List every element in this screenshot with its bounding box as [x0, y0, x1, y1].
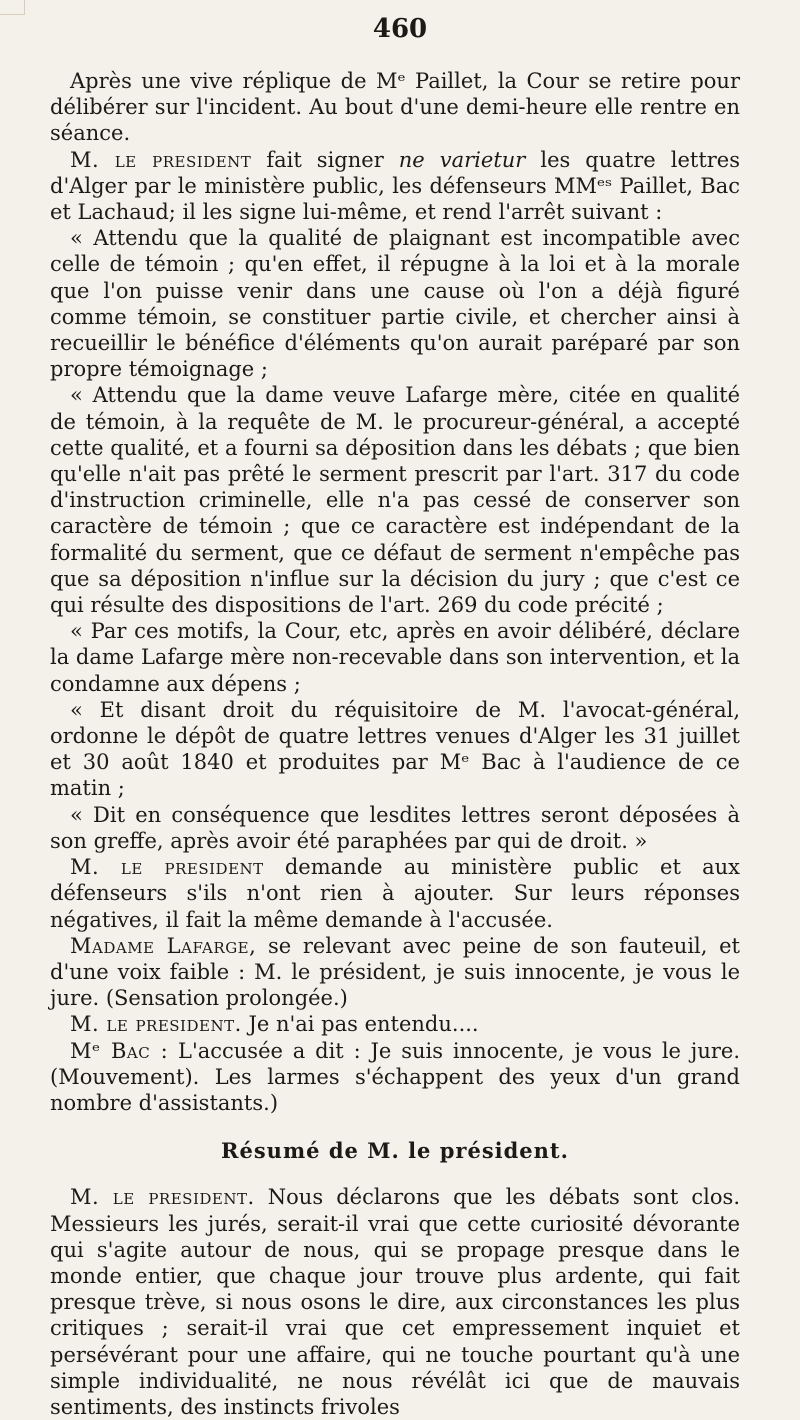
speaker: M. le president — [70, 855, 264, 880]
speaker: Madame Lafarge, — [70, 933, 257, 958]
paragraph-4: « Attendu que la dame veuve Lafarge mère, citée en qualité de témoin, à la requête de M. le procureur-général, a accepté cette qualité, et a fourni sa déposition dans les débats ; que bien qu'elle n'ait pas prêté le serment prescrit par l'art. 317 du code d'instruction criminelle, elle n'a pas cessé de conserver son caractère de témoin ; que ce caractère est indépendant de la formalité du serment, que ce défaut de serment n'empêche pas que sa déposition n'influe sur la décision du jury ; que c'est ce qui résulte des dispositions de l'art. 269 du code précité ; — [50, 383, 740, 618]
latin-phrase: ne varietur — [398, 147, 526, 172]
body-text — [50, 68, 740, 1420]
speaker: M. le president — [70, 147, 252, 172]
paragraph-9: Madame Lafarge, se relevant avec peine de son fauteuil, et d'une voix faible : M. le président, je suis innocente, je vous le jure. (Sensation prolongée.) — [50, 933, 740, 1011]
paragraph-1: Après une vive réplique de Mᵉ Paillet, la Cour se retire pour délibérer sur l'incident. Au bout d'une demi-heure elle rentre en séance. — [50, 69, 740, 146]
paragraph-12: M. le president. Nous déclarons que les débats sont clos. Messieurs les jurés, serait-il vrai que cette curiosité dévorante qui s'agite autour de nous, qui se propage presque dans le monde entier, que chaque jour trouve plus ardente, qui fait presque trève, si nous osons le dire, aux circonstances les plus critiques ; serait-il vrai que cet empressement inquiet et persévérant pour une affaire, qui ne touche pourtant qu'à une simple individualité, ne nous révélât ici que de mauvais sentiments, des instincts frivoles — [50, 1185, 740, 1419]
speaker: M. le president. — [70, 1185, 255, 1210]
paragraph-3: « Attendu que la qualité de plaignant est incompatible avec celle de témoin ; qu'en effet, il répugne à la loi et à la morale que l'on puisse venir dans une cause où l'on a déjà figuré comme témoin, se constituer partie civile, et chercher ainsi à recueillir le bénéfice d'éléments qu'on aurait paréparé par son propre témoignage ; — [50, 226, 740, 382]
paragraph-11: Mᵉ Bac : L'accusée a dit : Je suis innocente, je vous le jure. (Mouvement). Les larmes s'échappent des yeux d'un grand nombre d'assistants.) — [50, 1038, 740, 1115]
page-corner-mark — [0, 0, 25, 15]
page-number: 460 — [372, 14, 428, 44]
paragraph-10: M. le president. Je n'ai pas entendu.... — [70, 1012, 479, 1037]
paragraph-6: « Et disant droit du réquisitoire de M. l'avocat-général, ordonne le dépôt de quatre lettres venues d'Alger les 31 juillet et 30 août 1840 et produites par Mᵉ Bac à l'audience de ce matin ; — [50, 697, 740, 801]
speaker: Mᵉ Bac : — [70, 1038, 169, 1063]
section-title: Résumé de M. le président. — [221, 1138, 569, 1164]
paragraph-7: « Dit en conséquence que lesdites lettres seront déposées à son greffe, après avoir été paraphées par qui de droit. » — [50, 802, 740, 853]
paragraph-2: M. le president fait signer ne varietur les quatre lettres d'Alger par le ministère public, les défenseurs MMᵉˢ Paillet, Bac et Lachaud; il les signe lui-même, et rend l'arrêt suivant : — [50, 147, 740, 225]
paragraph-8: M. le president demande au ministère public et aux défenseurs s'ils n'ont rien à ajouter. Sur leurs réponses négatives, il fait la même demande à l'accusée. — [50, 855, 740, 932]
paragraph-5: « Par ces motifs, la Cour, etc, après en avoir délibéré, déclare la dame Lafarge mère non-recevable dans son intervention, et la condamne aux dépens ; — [50, 619, 740, 696]
speaker: M. le president. — [70, 1012, 242, 1037]
